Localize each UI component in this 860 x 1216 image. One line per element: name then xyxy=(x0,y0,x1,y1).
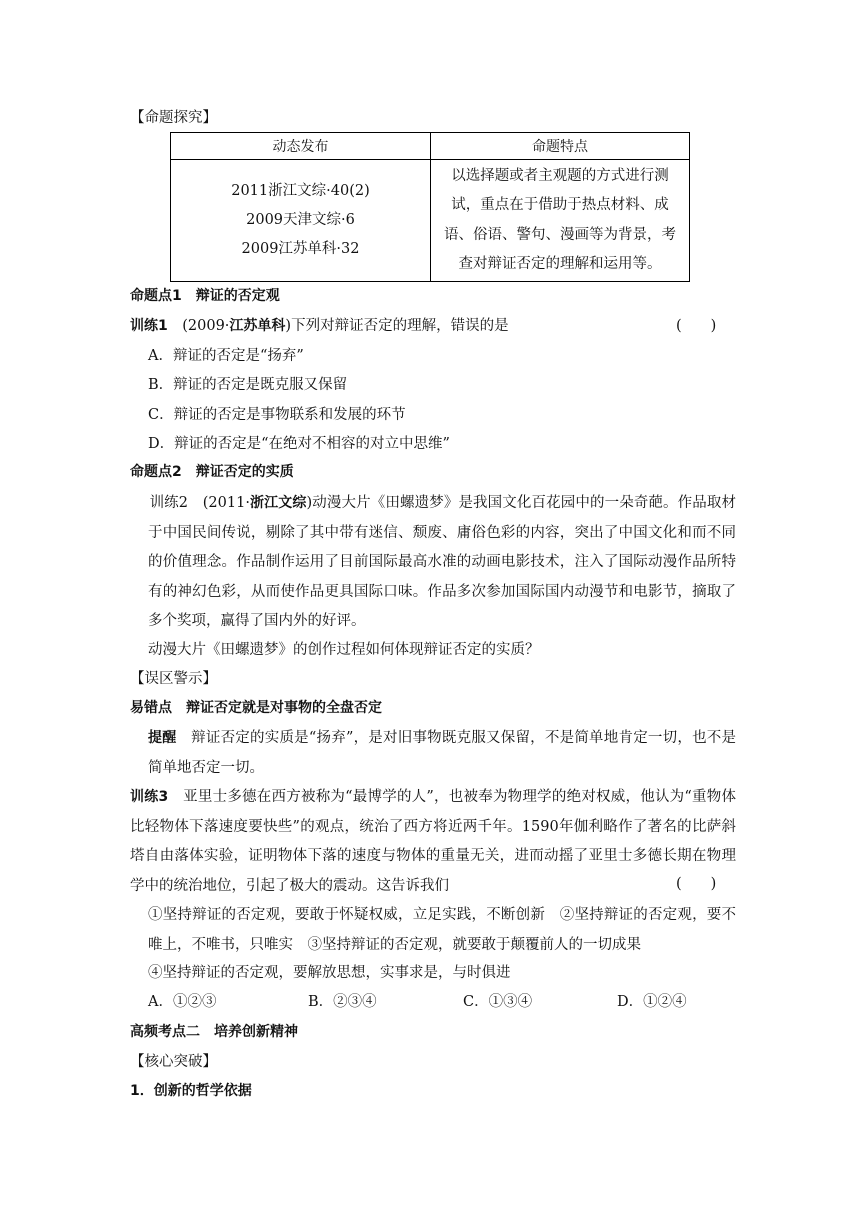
table-header-cell: 动态发布 xyxy=(171,133,431,160)
high-freq-heading xyxy=(130,1021,298,1041)
answer-paren: ( ) xyxy=(676,876,717,892)
option-c: C．辩证的否定是事物联系和发展的环节 xyxy=(148,407,406,423)
section-heading-wuqu: 【误区警示】 xyxy=(130,671,217,687)
table-header-cell: 命题特点 xyxy=(431,133,690,160)
tip-text: 辩证否定的实质是“扬弃”，是对旧事物既克服又保留，不是简单地肯定一切，也不是简单地否定一切。 xyxy=(148,730,737,776)
train2-source: (2011· xyxy=(202,495,250,511)
option-d: D．①②④ xyxy=(617,994,687,1010)
option-b: B．辩证的否定是既克服又保留 xyxy=(148,377,348,393)
tip-label: 提醒 xyxy=(148,730,177,746)
answer-paren: ( ) xyxy=(676,318,717,334)
train2-paragraph xyxy=(148,489,736,637)
train2-source-end: ) xyxy=(306,495,313,511)
option-d: D．辩证的否定是“在绝对不相容的对立中思维” xyxy=(148,436,450,452)
section-heading-hexin: 【核心突破】 xyxy=(130,1054,217,1070)
train1-question-text: 下列对辩证否定的理解，错误的是 xyxy=(291,318,509,334)
option-b: B．②③④ xyxy=(308,994,377,1010)
train2-source-bold: 浙江文综 xyxy=(249,495,307,511)
train2-question: 动漫大片《田螺遗梦》的创作过程如何体现辩证否定的实质？ xyxy=(148,642,540,658)
train1-label: 训练1 xyxy=(130,318,168,334)
mistake-label: 易错点 xyxy=(130,700,172,716)
section-heading-mingti: 【命题探究】 xyxy=(130,110,217,126)
high-freq-label: 高频考点二 xyxy=(130,1024,200,1040)
train3-statements: ①坚持辩证的否定观，要敢于怀疑权威，立足实践，不断创新 ②坚持辩证的否定观，要不唯上，不唯书，只唯实 ③坚持辩证的否定观，就要敢于颠覆前人的一切成果 xyxy=(148,907,736,953)
point1-label: 命题点1 xyxy=(130,288,182,304)
train3-paragraph xyxy=(130,783,736,901)
train1-question xyxy=(130,314,509,335)
option-c: C．①③④ xyxy=(463,994,533,1010)
point1-heading xyxy=(130,285,280,305)
mistake-heading xyxy=(130,697,382,717)
option-a: A．辩证的否定是“扬弃” xyxy=(148,348,304,364)
point2-title: 辩证否定的实质 xyxy=(195,464,294,480)
mistake-tip xyxy=(148,724,736,783)
option-a: A．①②③ xyxy=(148,994,217,1010)
train2-label: 训练2 xyxy=(149,495,189,511)
table-source-line: 2009天津文综·6 xyxy=(246,212,355,228)
point2-label: 命题点2 xyxy=(130,464,182,480)
table-source-line: 2011浙江文综·40(2) xyxy=(231,183,370,199)
item1-heading: 1．创新的哲学依据 xyxy=(130,1083,252,1099)
exam-trend-table xyxy=(170,132,690,282)
train3-body: 亚里士多德在西方被称为“最博学的人”，也被奉为物理学的绝对权威，他认为“重物体比轻物体下落速度要快些”的观点，统治了西方将近两千年。1590年伽利略作了著名的比萨斜塔自由落体实验，证明物体下落的速度与物体的重量无关，进而动摇了亚里士多德长期在物理学中的统治地位，引起了极大的震动。这告诉我们 xyxy=(130,789,736,894)
train1-source-end: ) xyxy=(285,318,292,334)
table-feature-cell: 以选择题或者主观题的方式进行测试，重点在于借助于热点材料、成语、俗语、警句、漫画等为背景，考查对辩证否定的理解和运用等。 xyxy=(431,160,690,282)
train1-source-bold: 江苏单科 xyxy=(229,318,286,334)
high-freq-title: 培养创新精神 xyxy=(214,1024,298,1040)
table-source-cell xyxy=(171,160,431,282)
point2-heading xyxy=(130,461,294,481)
table-source-line: 2009江苏单科·32 xyxy=(241,241,360,257)
train3-label: 训练3 xyxy=(130,789,169,805)
train1-source: (2009· xyxy=(182,318,230,334)
mistake-title: 辩证否定就是对事物的全盘否定 xyxy=(186,700,382,716)
point1-title: 辩证的否定观 xyxy=(195,288,280,304)
train2-body: 动漫大片《田螺遗梦》是我国文化百花园中的一朵奇葩。作品取材于中国民间传说，剔除了其中带有迷信、颓废、庸俗色彩的内容，突出了中国文化和而不同的价值理念。作品制作运用了目前国际最高水准的动画电影技术，注入了国际动漫作品所特有的神幻色彩，从而使作品更具国际口味。作品多次参加国际国内动漫节和电影节，摘取了多个奖项，赢得了国内外的好评。 xyxy=(148,495,737,629)
train3-statement4: ④坚持辩证的否定观，要解放思想，实事求是，与时俱进 xyxy=(148,965,511,981)
